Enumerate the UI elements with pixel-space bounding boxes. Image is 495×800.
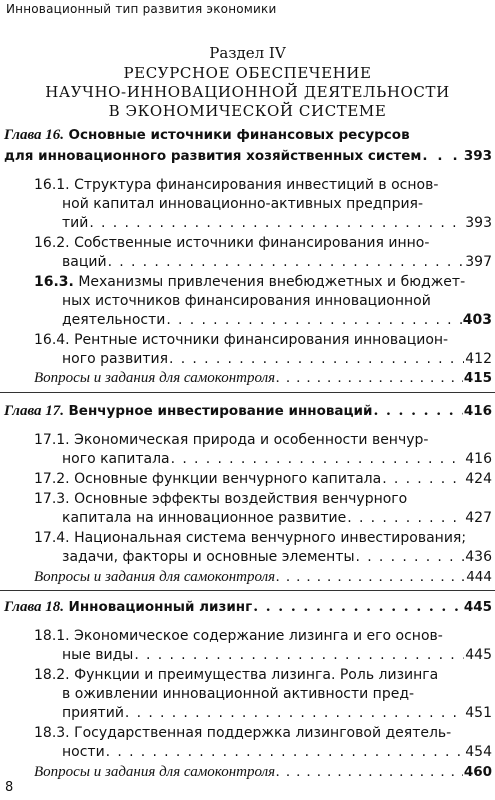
section-number: 18.1.: [34, 628, 70, 644]
dot-leader: [171, 450, 465, 469]
dot-leader: [108, 253, 465, 272]
dot-leader: [382, 470, 464, 489]
page-ref: 415: [463, 370, 492, 386]
section-number: 17.1.: [34, 432, 70, 448]
dot-leader: [347, 509, 464, 528]
page-ref: 460: [463, 764, 492, 780]
section-number: 17.4.: [34, 530, 70, 546]
section-title: тий: [62, 215, 89, 231]
section-title: ности: [62, 744, 105, 760]
page-ref: 403: [462, 312, 492, 328]
dot-leader: [276, 369, 463, 388]
questions-label: Вопросы и задания для самоконтроля: [34, 370, 276, 386]
page-ref: 427: [465, 510, 492, 526]
toc-questions[interactable]: [34, 568, 492, 587]
chapter-label: Глава 17.: [4, 403, 65, 419]
dot-leader: [422, 147, 462, 166]
questions-label: Вопросы и задания для самоконтроля: [34, 569, 276, 585]
section-title: ных источников финансирования инновационной: [62, 293, 431, 309]
chapter-label: Глава 18.: [4, 599, 65, 615]
page-ref: 424: [465, 471, 492, 487]
dot-leader: [276, 568, 465, 587]
section-title: Национальная система венчурного инвестирования;: [74, 530, 467, 546]
divider: [0, 392, 495, 393]
section-title: Экономическое содержание лизинга и его основ-: [74, 628, 443, 644]
chapter-heading-continued[interactable]: [4, 147, 492, 166]
section-title: Функции и преимущества лизинга. Роль лизинга: [74, 667, 439, 683]
section-title: Основные функции венчурного капитала: [74, 471, 382, 487]
page-ref: 412: [465, 351, 492, 367]
chapter-heading[interactable]: [4, 598, 492, 617]
section-title: Механизмы привлечения внебюджетных и бюджет-: [78, 274, 466, 290]
page-ref: 444: [466, 569, 492, 585]
page-number: 8: [5, 780, 14, 795]
section-number: 16.4.: [34, 332, 70, 348]
page-ref: 393: [463, 148, 492, 164]
section-number: 18.2.: [34, 667, 70, 683]
section-number: 16.2.: [34, 235, 70, 251]
section-title: ного развития: [62, 351, 169, 367]
section-title: Государственная поддержка лизинговой деятель-: [74, 725, 452, 741]
section-title: ного капитала: [62, 451, 170, 467]
section-title: Рентные источники финансирования инновацион-: [74, 332, 449, 348]
page-ref: 393: [465, 215, 492, 231]
chapter-title: для инновационного развития хозяйственных систем: [4, 148, 422, 164]
part-title-line: В ЭКОНОМИЧЕСКОЙ СИСТЕМЕ: [108, 102, 387, 120]
section-title: Основные эффекты воздействия венчурного: [74, 491, 408, 507]
section-title: деятельности: [62, 312, 166, 328]
page-ref: 416: [465, 451, 492, 467]
section-title: ной капитал инновационно-активных предприя-: [62, 196, 424, 212]
dot-leader: [106, 743, 465, 762]
page-ref: 436: [465, 549, 492, 565]
section-title: Экономическая природа и особенности венчур-: [74, 432, 429, 448]
part-title-line: НАУЧНО-ИННОВАЦИОННОЙ ДЕЯТЕЛЬНОСТИ: [45, 83, 450, 101]
section-number: 18.3.: [34, 725, 70, 741]
dot-leader: [373, 402, 462, 421]
dot-leader: [276, 763, 463, 782]
page-ref: 445: [463, 599, 492, 615]
dot-leader: [89, 214, 464, 233]
section-number: 16.1.: [34, 177, 70, 193]
part-title-line: РЕСУРСНОЕ ОБЕСПЕЧЕНИЕ: [123, 64, 372, 82]
section-title: Собственные источники финансирования инно-: [74, 235, 430, 251]
chapter-heading[interactable]: [4, 126, 492, 145]
section-number: 17.2.: [34, 471, 70, 487]
dot-leader: [356, 548, 465, 567]
part-title: [0, 64, 495, 121]
page-ref: 445: [465, 647, 492, 663]
section-title: приятий: [62, 705, 124, 721]
section-title: капитала на инновационное развитие: [62, 510, 347, 526]
chapter-title: Инновационный лизинг: [68, 599, 253, 615]
page-ref: 454: [465, 744, 492, 760]
section-title: ваций: [62, 254, 107, 270]
page-ref: 451: [465, 705, 492, 721]
toc-questions[interactable]: [34, 763, 492, 782]
dot-leader: [253, 598, 463, 617]
section-title: Структура финансирования инвестиций в основ-: [74, 177, 439, 193]
dot-leader: [134, 646, 464, 665]
dot-leader: [166, 311, 461, 330]
page-ref: 397: [465, 254, 492, 270]
divider: [0, 590, 495, 591]
dot-leader: [169, 350, 464, 369]
part-label: Раздел IV: [209, 44, 286, 62]
chapter-title: Венчурное инвестирование инноваций: [68, 403, 373, 419]
chapter-label: Глава 16.: [4, 127, 65, 143]
section-number: 16.3.: [34, 274, 74, 290]
toc-questions[interactable]: [34, 369, 492, 388]
chapter-title: Основные источники финансовых ресурсов: [68, 127, 410, 143]
section-title: в оживлении инновационной активности пред-: [62, 686, 415, 702]
dot-leader: [125, 704, 464, 723]
questions-label: Вопросы и задания для самоконтроля: [34, 764, 276, 780]
section-number: 17.3.: [34, 491, 70, 507]
section-title: ные виды: [62, 647, 134, 663]
page-ref: 416: [463, 403, 492, 419]
section-title: задачи, факторы и основные элементы: [62, 549, 355, 565]
chapter-heading[interactable]: [4, 402, 492, 421]
running-head: Инновационный тип развития экономики: [6, 2, 277, 16]
